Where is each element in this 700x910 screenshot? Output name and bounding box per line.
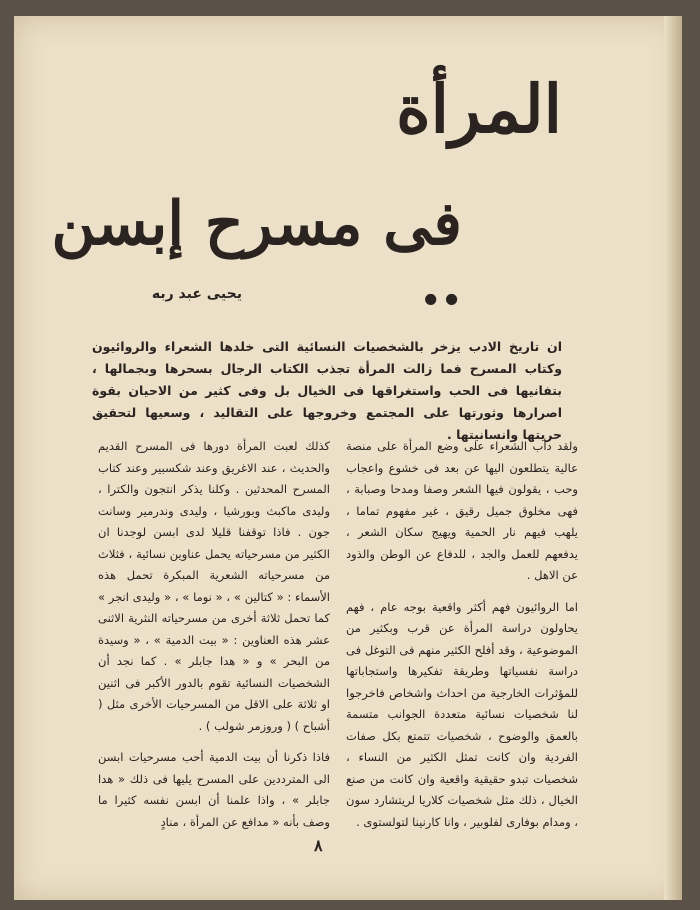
paragraph: اما الروائيون فهم أكثر واقعية بوجه عام ، فهم يحاولون دراسة المرأة عن قرب وبكثير من الموضوعية ، وقد أفلح الكثير منهم فى التوغل فى دراسة نفسياتها وطريقة تفكيرها واستجاباتها للمؤثرات الخارجية من احداث واشخاص فاخرجوا لنا شخصيات نسائية متعددة الجوانب متسمة بالعمق والوضوح ، شخصيات تتمتع بكل صفات الفردية وان كانت تمثل الكثير من النساء ، شخصيات تبدو حقيقية واقعية وان كانت من صنع الخيال ، ذلك مثل شخصيات كلاريا لريتشارد سون ، ومدام بوفارى لفلوبير ، وانا كارنينا لتولستوى . xyxy=(346,599,578,829)
text-column-right xyxy=(346,436,578,843)
article-author: يحيى عبد ربه xyxy=(151,286,242,302)
text-column-left xyxy=(98,436,330,843)
page-number: ٨ xyxy=(314,836,323,855)
article-intro: ان تاريخ الادب يزخر بالشخصيات النسائية التى خلدها الشعراء والروائيون وكتاب المسرح فما زالت المرأة تجذب الكتاب الرجال بسحرها وبجمالها ، بتفانيها فى الحب واستغراقها فى الخيال بل وفى كثير من الاحيان بقوة اصرارها وثورتها على المجتمع وخروجها على التقاليد ، وسعيها لتحقيق حريتها وانسانيتها . xyxy=(92,339,562,442)
paragraph: ولقد دأب الشعراء على وضع المرأة على منصة عالية يتطلعون اليها عن بعد فى خشوع واعجاب وحب ، يقولون فيها الشعر وصفا ومدحا وصبابة ، فهى مخلوق جميل رقيق ، غير مفهوم تماما ، يلهب فيهم نار الحمية ويهيج سكان الشعر ، يدفعهم للعمل والجد ، للدفاع عن الوطن والذود عن الاهل . xyxy=(346,439,578,582)
article-title-line2: فى مسرح إبسن .. xyxy=(51,189,462,319)
page-spine-shadow xyxy=(664,16,682,900)
article-title-line1: المرأة xyxy=(396,70,562,148)
paragraph: فاذا ذكرنا أن بيت الدمية أحب مسرحيات ابسن الى المترددين على المسرح يليها فى ذلك « هدا جابلر » ، واذا علمنا أن ابسن نفسه كثيرا ما وصف بأنه « مدافع عن المرأة ، منادٍ xyxy=(98,750,330,829)
magazine-page xyxy=(14,16,682,900)
paragraph: كذلك لعبت المرأة دورها فى المسرح القديم والحديث ، عند الاغريق وعند شكسبير وعند كتاب المسرح المحدثين . وكلنا يذكر انتجون والكترا ، وليدى ماكبث وبورشيا ، وليدى وندرمير وسانت جون . فاذا توقفنا قليلا لدى ابسن لوجدنا ان الكثير من مسرحياته يحمل عناوين نسائية ، فثلاث من مسرحياته الشعرية المبكرة تحمل هذه الأسماء : « كتالين » ، « نوما » ، « وليدى انجر » كما تحمل ثلاثة أخرى من مسرحياته النثرية الاثنى عشر هذه العناوين : « بيت الدمية » ، « وسيدة من البحر » و « هدا جابلر » . كما نجد أن الشخصيات النسائية تقوم بالدور الأكبر فى اثنين او ثلاثة على الاقل من المسرحيات الأخرى مثل ( أشباح ) ( وروزمر شولب ) . xyxy=(98,439,330,733)
